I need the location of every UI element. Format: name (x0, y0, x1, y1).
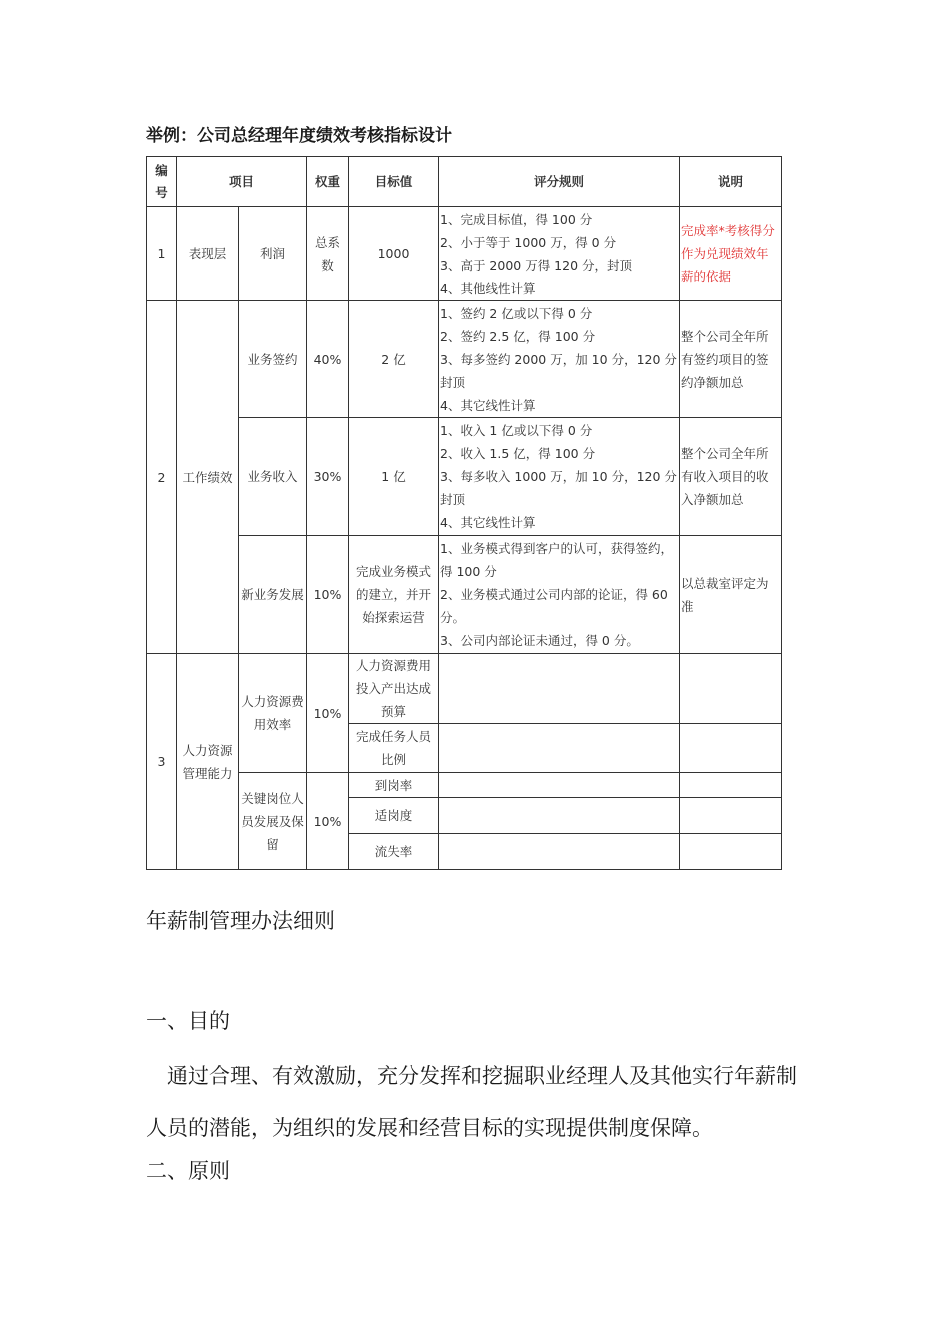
row1-category: 表现层 (177, 207, 239, 301)
header-item: 项目 (177, 157, 307, 207)
row3-item-hr-cost: 人力资源费用效率 (239, 654, 307, 773)
empty-cell (439, 773, 680, 798)
document-subtitle: 年薪制管理办法细则 (146, 909, 335, 933)
row2-weight-sign: 40% (307, 301, 349, 418)
table-row (147, 301, 782, 418)
row2-rules-income (439, 418, 680, 536)
table-row (147, 207, 782, 301)
rule-line: 4、其它线性计算 (440, 397, 536, 413)
rule-line: 3、公司内部论证未通过，得 0 分。 (440, 633, 639, 648)
rule-line: 1、完成目标值，得 100 分 (440, 211, 593, 227)
table-row (147, 654, 782, 724)
table-row (147, 773, 782, 798)
empty-cell (439, 654, 680, 724)
row2-item-newbiz: 新业务发展 (239, 536, 307, 654)
rule-line: 2、签约 2.5 亿，得 100 分 (440, 328, 596, 344)
row2-item-sign: 业务签约 (239, 301, 307, 418)
rule-line: 1、签约 2 亿或以下得 0 分 (440, 305, 593, 321)
rule-line: 1、业务模式得到客户的认可，获得签约，得 100 分 (440, 541, 673, 579)
row2-target-sign: 2 亿 (349, 301, 439, 418)
header-num: 编号 (147, 157, 177, 207)
row1-rules (439, 207, 680, 301)
row1-weight: 总系数 (307, 207, 349, 301)
row1-num: 1 (147, 207, 177, 301)
rule-line: 3、每多签约 2000 万，加 10 分，120 分封顶 (440, 351, 677, 390)
row2-target-newbiz: 完成业务模式的建立，并开始探索运营 (349, 536, 439, 654)
row2-rules-sign (439, 301, 680, 418)
table-header-row (147, 157, 782, 207)
row3-target-turnover: 流失率 (349, 834, 439, 870)
row3-target-fit: 适岗度 (349, 798, 439, 834)
row1-note: 完成率*考核得分作为兑现绩效年薪的依据 (680, 207, 782, 301)
row2-note-newbiz: 以总裁室评定为准 (680, 536, 782, 654)
section-heading-purpose: 一、目的 (146, 1009, 230, 1033)
row2-note-income: 整个公司全年所有收入项目的收入净额加总 (680, 418, 782, 536)
row3-category: 人力资源管理能力 (177, 654, 239, 870)
row1-target: 1000 (349, 207, 439, 301)
row2-note-sign: 整个公司全年所有签约项目的签约净额加总 (680, 301, 782, 418)
header-rules: 评分规则 (439, 157, 680, 207)
row3-weight-hr-cost: 10% (307, 654, 349, 773)
empty-cell (680, 654, 782, 724)
section-heading-principle: 二、原则 (146, 1159, 230, 1183)
header-weight: 权重 (307, 157, 349, 207)
row1-item: 利润 (239, 207, 307, 301)
row2-target-income: 1 亿 (349, 418, 439, 536)
empty-cell (680, 724, 782, 773)
rule-line: 3、高于 2000 万得 120 分，封顶 (440, 257, 633, 273)
rule-line: 4、其它线性计算 (440, 515, 536, 530)
row3-target-budget: 人力资源费用投入产出达成预算 (349, 654, 439, 724)
rule-line: 3、每多收入 1000 万，加 10 分，120 分封顶 (440, 469, 677, 507)
rule-line: 2、收入 1.5 亿，得 100 分 (440, 446, 596, 461)
empty-cell (680, 773, 782, 798)
row2-weight-income: 30% (307, 418, 349, 536)
rule-line: 1、收入 1 亿或以下得 0 分 (440, 423, 593, 438)
row2-num: 2 (147, 301, 177, 654)
row2-weight-newbiz: 10% (307, 536, 349, 654)
header-target: 目标值 (349, 157, 439, 207)
kpi-table (146, 156, 782, 870)
row3-weight-key-staff: 10% (307, 773, 349, 870)
rule-line: 2、小于等于 1000 万，得 0 分 (440, 234, 617, 250)
row2-rules-newbiz (439, 536, 680, 654)
empty-cell (680, 834, 782, 870)
row2-item-income: 业务收入 (239, 418, 307, 536)
row3-target-arrival: 到岗率 (349, 773, 439, 798)
row3-target-ratio: 完成任务人员比例 (349, 724, 439, 773)
table-row (147, 418, 782, 536)
header-note: 说明 (680, 157, 782, 207)
purpose-paragraph: 通过合理、有效激励，充分发挥和挖掘职业经理人及其他实行年薪制人员的潜能，为组织的发展和经营目标的实现提供制度保障。 (146, 1064, 797, 1140)
row3-num: 3 (147, 654, 177, 870)
table-title: 举例：公司总经理年度绩效考核指标设计 (146, 126, 452, 146)
empty-cell (439, 834, 680, 870)
rule-line: 2、业务模式通过公司内部的论证，得 60 分。 (440, 587, 668, 625)
row2-category: 工作绩效 (177, 301, 239, 654)
empty-cell (680, 798, 782, 834)
empty-cell (439, 724, 680, 773)
table-row (147, 536, 782, 654)
row3-item-key-staff: 关键岗位人员发展及保留 (239, 773, 307, 870)
empty-cell (439, 798, 680, 834)
rule-line: 4、其他线性计算 (440, 280, 536, 296)
